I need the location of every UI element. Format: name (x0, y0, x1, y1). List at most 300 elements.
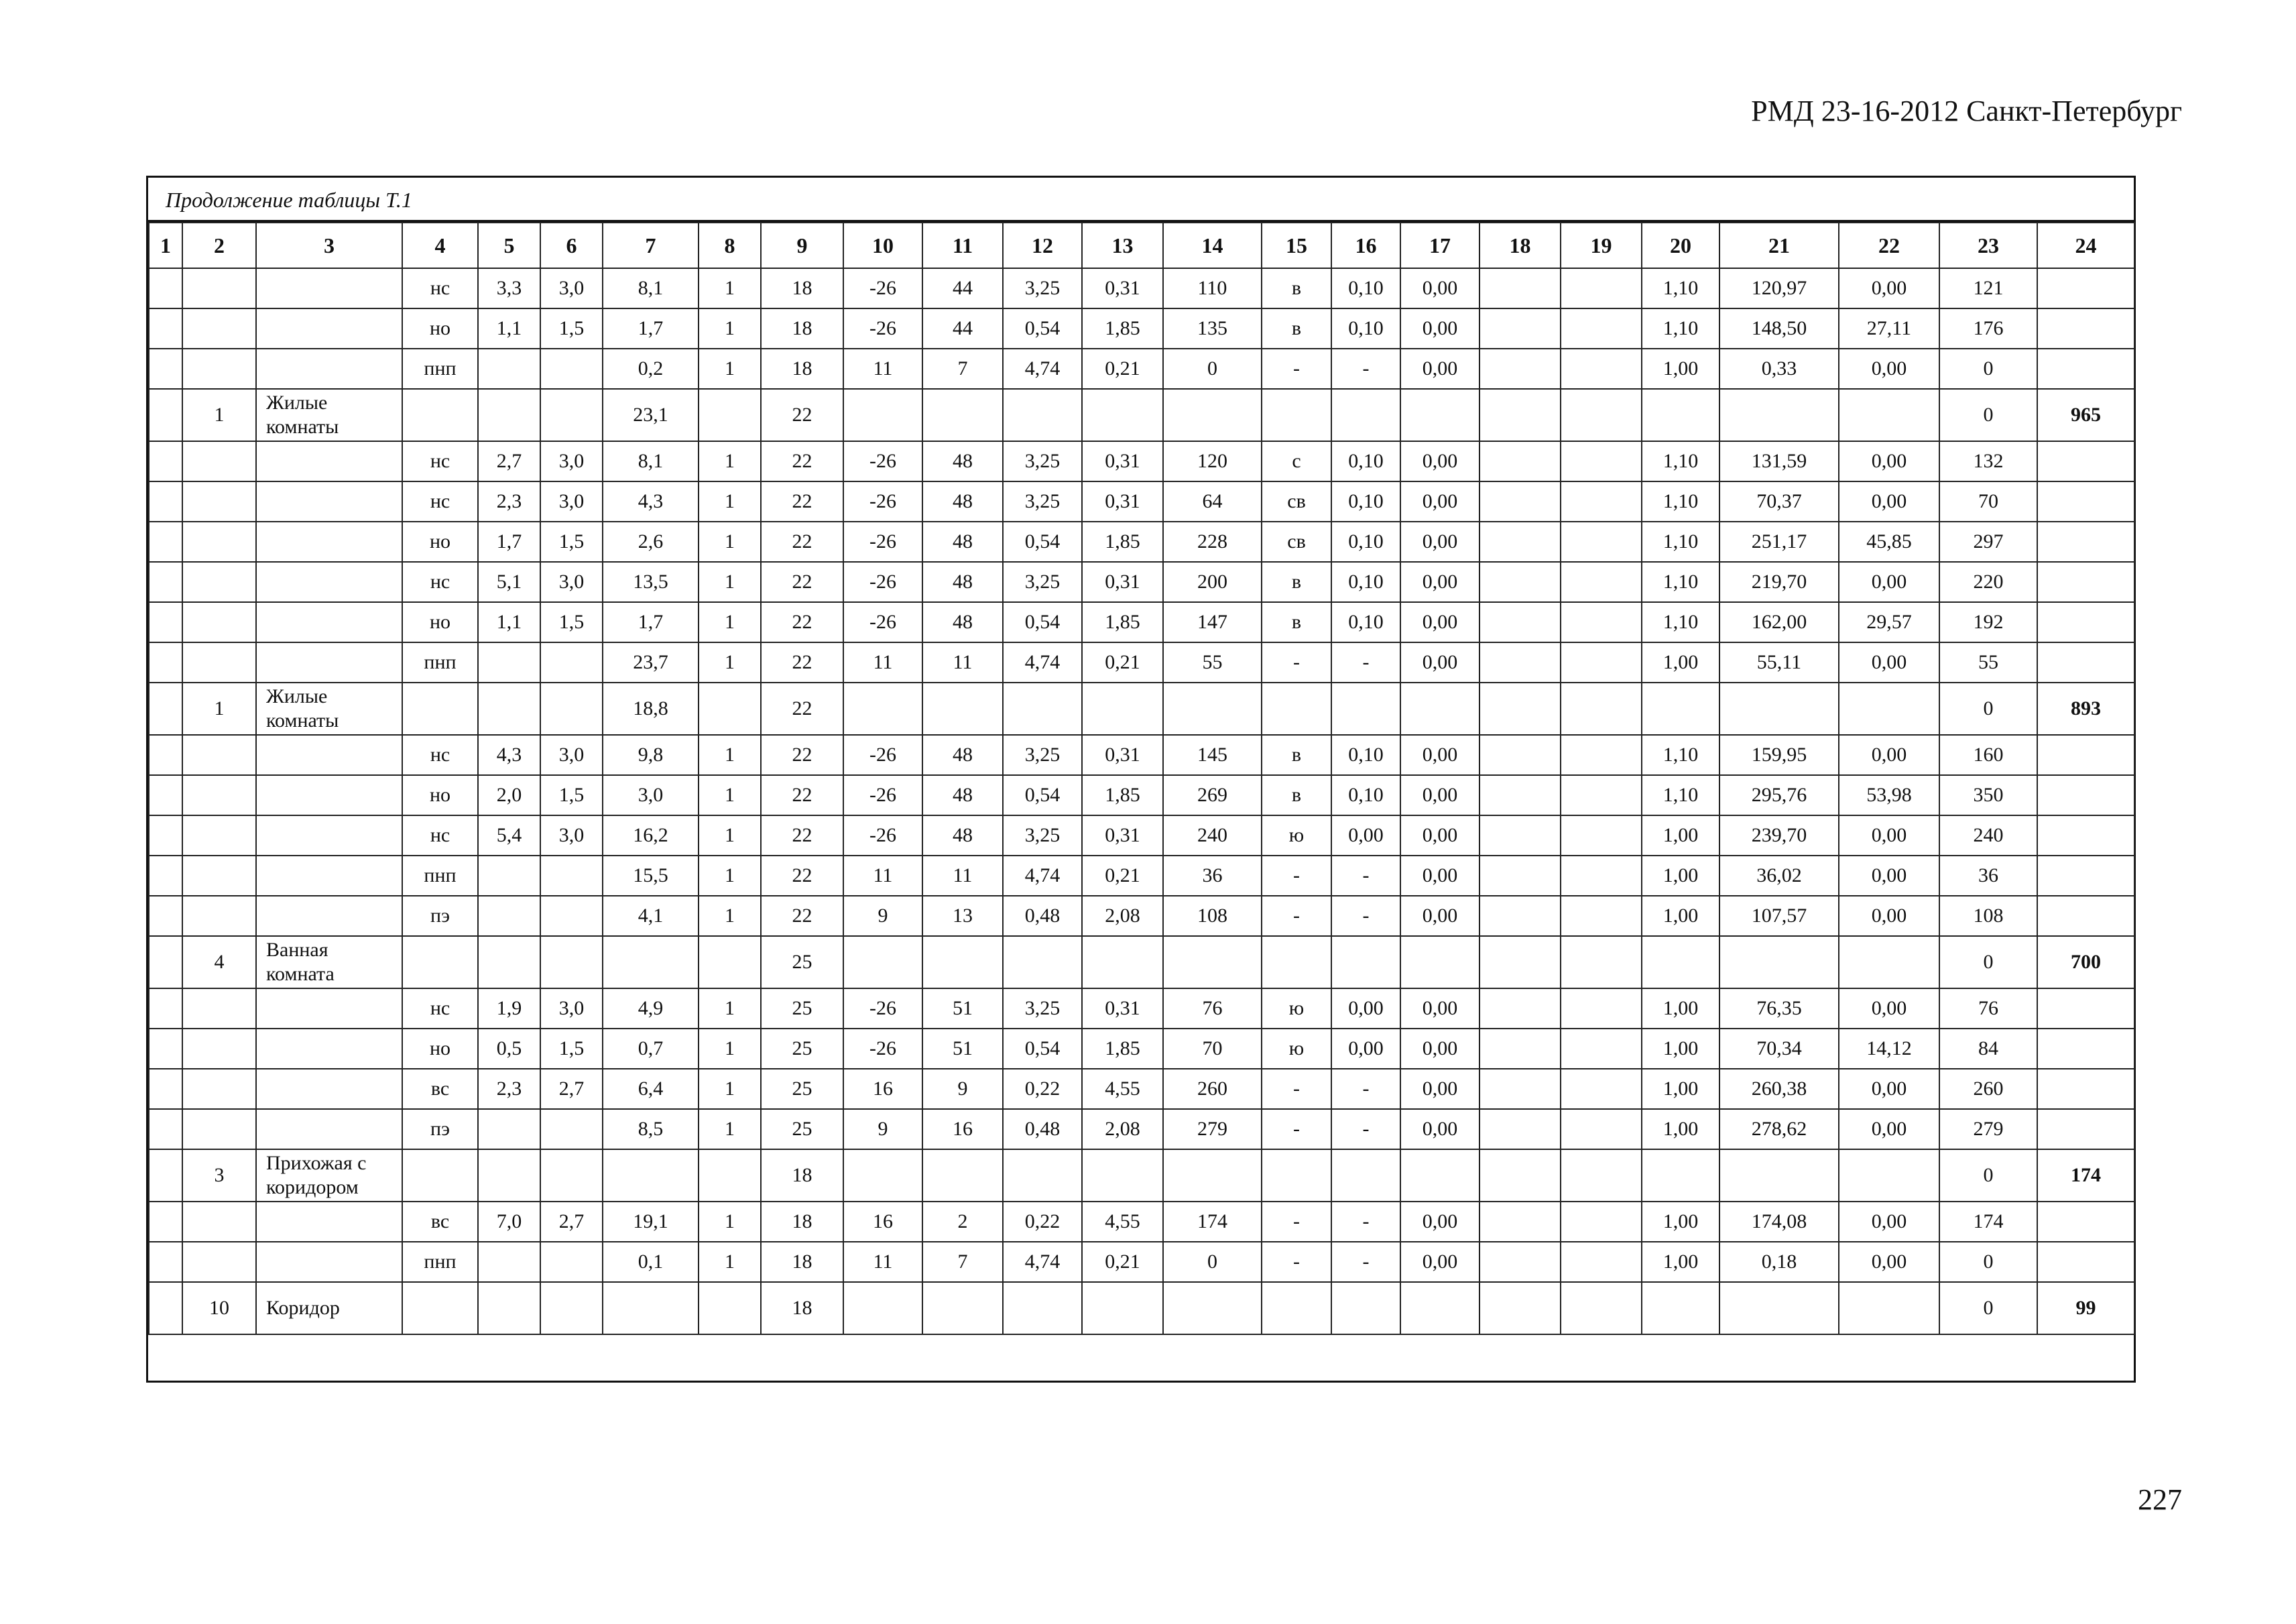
column-header-4: 4 (402, 223, 478, 268)
table-cell: 16 (843, 1202, 922, 1242)
table-cell: нс (402, 735, 478, 775)
table-cell: 1,10 (1642, 308, 1719, 349)
table-cell: но (402, 775, 478, 815)
table-cell: 4,1 (603, 896, 699, 936)
table-cell: 76 (1163, 988, 1262, 1029)
table-cell (1400, 936, 1479, 988)
table-cell: в (1262, 308, 1331, 349)
table-cell (1561, 349, 1642, 389)
table-caption: Продолжение таблицы Т.1 (148, 178, 2134, 222)
table-cell: 1,10 (1642, 735, 1719, 775)
table-cell (182, 308, 256, 349)
table-cell (1561, 1242, 1642, 1282)
table-cell (149, 1029, 182, 1069)
table-cell: 3,25 (1003, 441, 1082, 481)
table-cell: 147 (1163, 602, 1262, 642)
column-header-15: 15 (1262, 223, 1331, 268)
table-cell: Прихожая с коридором (256, 1149, 402, 1202)
table-cell (478, 1149, 540, 1202)
table-cell: 965 (2037, 389, 2134, 441)
table-cell: 0,31 (1082, 441, 1163, 481)
table-cell: 11 (922, 856, 1003, 896)
table-cell: 0,00 (1839, 268, 1939, 308)
table-cell: - (1331, 1109, 1400, 1149)
table-cell: 1,85 (1082, 1029, 1163, 1069)
table-cell: 18 (761, 349, 843, 389)
table-cell: 84 (1939, 1029, 2037, 1069)
table-cell: 0,31 (1082, 815, 1163, 856)
table-cell (540, 936, 603, 988)
table-cell (149, 1109, 182, 1149)
table-cell: 1,10 (1642, 481, 1719, 522)
table-cell: пэ (402, 1109, 478, 1149)
table-cell: 2 (922, 1202, 1003, 1242)
table-cell: 1,85 (1082, 602, 1163, 642)
table-cell (1479, 1242, 1561, 1282)
table-cell: 22 (761, 896, 843, 936)
table-cell: 48 (922, 522, 1003, 562)
table-cell (1479, 441, 1561, 481)
table-cell (540, 683, 603, 735)
table-cell: в (1262, 268, 1331, 308)
table-cell: 1 (699, 1109, 761, 1149)
table-cell (2037, 441, 2134, 481)
table-cell: 0,2 (603, 349, 699, 389)
table-row (149, 1242, 2134, 1282)
table-cell (182, 481, 256, 522)
table-cell (1479, 349, 1561, 389)
table-cell (2037, 856, 2134, 896)
table-cell (1719, 936, 1839, 988)
table-cell: 22 (761, 441, 843, 481)
table-cell: 0,00 (1400, 441, 1479, 481)
table-cell: 3,25 (1003, 481, 1082, 522)
table-cell (1331, 936, 1400, 988)
table-cell (182, 562, 256, 602)
table-cell (182, 775, 256, 815)
table-cell: 48 (922, 775, 1003, 815)
table-cell: 1,00 (1642, 1029, 1719, 1069)
table-cell (182, 1069, 256, 1109)
table-cell: пнп (402, 1242, 478, 1282)
table-cell: 18 (761, 1282, 843, 1334)
table-cell: 0,00 (1839, 856, 1939, 896)
table-cell: 2,08 (1082, 1109, 1163, 1149)
table-cell: 19,1 (603, 1202, 699, 1242)
table-cell (182, 896, 256, 936)
column-header-14: 14 (1163, 223, 1262, 268)
table-row (149, 1109, 2134, 1149)
table-cell: 7 (922, 1242, 1003, 1282)
room-row (149, 683, 2134, 735)
table-cell: 1 (699, 815, 761, 856)
table-cell: 0,00 (1400, 735, 1479, 775)
table-cell: 29,57 (1839, 602, 1939, 642)
table-cell: 1,5 (540, 775, 603, 815)
table-cell: 1,9 (478, 988, 540, 1029)
table-cell: 64 (1163, 481, 1262, 522)
table-cell: 2,08 (1082, 896, 1163, 936)
table-cell: 2,3 (478, 481, 540, 522)
table-cell (1561, 735, 1642, 775)
table-cell (149, 1202, 182, 1242)
table-cell: 297 (1939, 522, 2037, 562)
table-cell: 1 (699, 522, 761, 562)
table-cell (256, 522, 402, 562)
table-row (149, 735, 2134, 775)
table-cell (843, 1282, 922, 1334)
table-cell (1561, 1029, 1642, 1069)
table-cell: 70,37 (1719, 481, 1839, 522)
table-cell: 11 (922, 642, 1003, 683)
table-cell (1561, 936, 1642, 988)
table-cell (182, 602, 256, 642)
running-header: РМД 23-16-2012 Санкт-Петербург (1751, 95, 2182, 127)
table-cell: 5,4 (478, 815, 540, 856)
table-cell: 3,0 (540, 988, 603, 1029)
table-row (149, 896, 2134, 936)
table-cell (149, 562, 182, 602)
table-cell: 11 (843, 1242, 922, 1282)
table-cell: 0,22 (1003, 1069, 1082, 1109)
table-cell: 1,85 (1082, 775, 1163, 815)
table-cell: 0,00 (1839, 896, 1939, 936)
table-cell (182, 268, 256, 308)
table-cell (149, 815, 182, 856)
table-cell: 1 (699, 268, 761, 308)
table-cell: 1,00 (1642, 815, 1719, 856)
table-cell: - (1331, 856, 1400, 896)
table-cell: 0,18 (1719, 1242, 1839, 1282)
table-cell (1561, 642, 1642, 683)
table-cell: 1,5 (540, 308, 603, 349)
table-cell: 0,00 (1400, 522, 1479, 562)
table-cell: 36,02 (1719, 856, 1839, 896)
table-cell (2037, 896, 2134, 936)
table-cell: 1,10 (1642, 522, 1719, 562)
table-cell: - (1331, 1069, 1400, 1109)
table-cell: 1,7 (478, 522, 540, 562)
table-cell: 15,5 (603, 856, 699, 896)
table-cell: 70 (1939, 481, 2037, 522)
table-cell: 1 (699, 441, 761, 481)
table-cell: 278,62 (1719, 1109, 1839, 1149)
table-cell: 8,1 (603, 441, 699, 481)
table-cell: 0,10 (1331, 522, 1400, 562)
table-cell: 0,10 (1331, 308, 1400, 349)
table-cell (1642, 1282, 1719, 1334)
table-cell: 4,9 (603, 988, 699, 1029)
table-cell (182, 1029, 256, 1069)
table-cell: 1,7 (603, 602, 699, 642)
table-cell: 0,00 (1400, 1202, 1479, 1242)
table-cell: 48 (922, 735, 1003, 775)
table-cell (1479, 1149, 1561, 1202)
table-cell (1561, 683, 1642, 735)
table-cell (182, 522, 256, 562)
table-cell: нс (402, 815, 478, 856)
table-cell: 1 (699, 775, 761, 815)
column-header-17: 17 (1400, 223, 1479, 268)
table-cell: 0,00 (1400, 642, 1479, 683)
table-cell: 2,7 (478, 441, 540, 481)
table-cell: 1,1 (478, 308, 540, 349)
table-cell: 1,7 (603, 308, 699, 349)
table-cell (2037, 562, 2134, 602)
table-cell: 2,0 (478, 775, 540, 815)
table-cell: 0,31 (1082, 988, 1163, 1029)
table-cell: в (1262, 602, 1331, 642)
table-cell: 3,0 (540, 268, 603, 308)
table-cell (1561, 308, 1642, 349)
table-cell: 1,00 (1642, 988, 1719, 1029)
table-cell: 1,1 (478, 602, 540, 642)
table-cell (699, 683, 761, 735)
table-cell: 0 (1939, 1282, 2037, 1334)
table-cell (256, 775, 402, 815)
table-cell: - (1331, 642, 1400, 683)
table-cell: 4 (182, 936, 256, 988)
table-cell (182, 1109, 256, 1149)
table-cell (1479, 856, 1561, 896)
table-cell: 0,10 (1331, 735, 1400, 775)
table-cell: 0,00 (1400, 562, 1479, 602)
table-cell: 0,00 (1839, 1202, 1939, 1242)
table-cell: 0,54 (1003, 522, 1082, 562)
table-cell: -26 (843, 988, 922, 1029)
table-cell: 22 (761, 856, 843, 896)
table-cell: 0,00 (1400, 856, 1479, 896)
table-cell (540, 642, 603, 683)
table-cell: 1 (699, 735, 761, 775)
table-cell: нс (402, 268, 478, 308)
table-cell (922, 936, 1003, 988)
table-cell: 55 (1163, 642, 1262, 683)
table-cell: 13,5 (603, 562, 699, 602)
table-cell (256, 815, 402, 856)
table-cell (1479, 775, 1561, 815)
table-cell (2037, 349, 2134, 389)
table-cell: 0,00 (1839, 735, 1939, 775)
table-cell: 18 (761, 268, 843, 308)
table-cell (182, 1242, 256, 1282)
table-cell: 0,00 (1400, 268, 1479, 308)
table-cell (149, 642, 182, 683)
table-cell (1331, 389, 1400, 441)
table-cell: 159,95 (1719, 735, 1839, 775)
table-cell (182, 1202, 256, 1242)
table-cell: -26 (843, 735, 922, 775)
table-cell (2037, 775, 2134, 815)
table-row (149, 562, 2134, 602)
table-row (149, 522, 2134, 562)
table-cell: 18 (761, 1242, 843, 1282)
table-cell: 192 (1939, 602, 2037, 642)
table-cell: 3,25 (1003, 735, 1082, 775)
table-cell (1479, 735, 1561, 775)
table-cell (149, 1149, 182, 1202)
table-cell: 36 (1163, 856, 1262, 896)
table-cell (1479, 1109, 1561, 1149)
table-cell (149, 683, 182, 735)
table-cell (149, 308, 182, 349)
table-cell (256, 441, 402, 481)
table-cell (1082, 1282, 1163, 1334)
table-cell: 2,7 (540, 1069, 603, 1109)
table-cell: 1 (699, 349, 761, 389)
table-cell (2037, 308, 2134, 349)
table-cell: 0,31 (1082, 268, 1163, 308)
table-cell (699, 1282, 761, 1334)
table-cell: -26 (843, 1029, 922, 1069)
table-cell: 1 (699, 896, 761, 936)
table-cell: 251,17 (1719, 522, 1839, 562)
table-cell: 1 (182, 683, 256, 735)
table-cell (1163, 936, 1262, 988)
table-cell (1642, 936, 1719, 988)
table-cell: 44 (922, 268, 1003, 308)
table-cell (843, 389, 922, 441)
table-cell (1561, 481, 1642, 522)
table-cell: 22 (761, 389, 843, 441)
table-cell: 1,00 (1642, 856, 1719, 896)
table-cell: 1 (699, 562, 761, 602)
table-cell (1561, 896, 1642, 936)
table-cell: 0,00 (1331, 988, 1400, 1029)
table-cell: 135 (1163, 308, 1262, 349)
table-cell: 893 (2037, 683, 2134, 735)
table-cell: 3,25 (1003, 562, 1082, 602)
table-cell: 22 (761, 562, 843, 602)
table-cell: нс (402, 481, 478, 522)
table-cell: 107,57 (1719, 896, 1839, 936)
column-header-16: 16 (1331, 223, 1400, 268)
table-cell: 53,98 (1839, 775, 1939, 815)
table-row (149, 815, 2134, 856)
table-row (149, 441, 2134, 481)
table-cell (1561, 1282, 1642, 1334)
table-cell (1479, 308, 1561, 349)
table-cell: 0,21 (1082, 1242, 1163, 1282)
table-cell: вс (402, 1069, 478, 1109)
table-cell: 11 (843, 856, 922, 896)
table-cell (1561, 988, 1642, 1029)
table-cell (1479, 602, 1561, 642)
table-cell: 0,31 (1082, 481, 1163, 522)
table-cell: 1 (699, 1242, 761, 1282)
table-cell: 1,00 (1642, 1069, 1719, 1109)
table-cell (1262, 683, 1331, 735)
table-cell (1561, 815, 1642, 856)
table-cell: 132 (1939, 441, 2037, 481)
table-cell (699, 389, 761, 441)
table-cell (256, 1069, 402, 1109)
table-cell (540, 349, 603, 389)
table-cell: 4,74 (1003, 642, 1082, 683)
table-cell (1479, 522, 1561, 562)
table-cell: 10 (182, 1282, 256, 1334)
table-cell: 0 (1939, 683, 2037, 735)
table-cell (1163, 389, 1262, 441)
table-cell: Жилые комнаты (256, 389, 402, 441)
table-cell: - (1262, 349, 1331, 389)
table-cell: - (1262, 896, 1331, 936)
table-cell: 0,1 (603, 1242, 699, 1282)
table-cell (540, 1242, 603, 1282)
table-cell (1839, 1282, 1939, 1334)
table-cell: вс (402, 1202, 478, 1242)
table-cell (149, 775, 182, 815)
table-cell: ю (1262, 988, 1331, 1029)
table-cell: - (1331, 1202, 1400, 1242)
table-cell: - (1331, 1242, 1400, 1282)
table-cell: 0,00 (1839, 562, 1939, 602)
table-cell: 0,31 (1082, 562, 1163, 602)
table-cell (540, 1149, 603, 1202)
table-cell: 22 (761, 775, 843, 815)
column-header-22: 22 (1839, 223, 1939, 268)
table-cell: -26 (843, 602, 922, 642)
table-cell: 48 (922, 815, 1003, 856)
room-row (149, 1149, 2134, 1202)
table-cell (402, 389, 478, 441)
table-row (149, 349, 2134, 389)
table-cell (843, 1149, 922, 1202)
table-row (149, 856, 2134, 896)
table-cell: 23,7 (603, 642, 699, 683)
table-cell (1719, 1282, 1839, 1334)
table-cell (1003, 683, 1082, 735)
table-cell: 16 (922, 1109, 1003, 1149)
table-cell: -26 (843, 441, 922, 481)
table-cell: 279 (1163, 1109, 1262, 1149)
table-cell (149, 349, 182, 389)
table-cell: 0,10 (1331, 602, 1400, 642)
table-cell (1642, 1149, 1719, 1202)
table-cell: 4,3 (603, 481, 699, 522)
table-cell: Жилые комнаты (256, 683, 402, 735)
table-cell: 108 (1163, 896, 1262, 936)
table-cell (149, 1069, 182, 1109)
table-cell: 1 (699, 308, 761, 349)
table-cell (256, 856, 402, 896)
table-cell (1719, 389, 1839, 441)
table-cell: 0,00 (1400, 775, 1479, 815)
table-cell: 120 (1163, 441, 1262, 481)
table-cell (1262, 1282, 1331, 1334)
table-cell: 4,74 (1003, 349, 1082, 389)
table-cell: - (1262, 1069, 1331, 1109)
table-cell: 239,70 (1719, 815, 1839, 856)
table-cell (149, 1282, 182, 1334)
table-cell: 0,22 (1003, 1202, 1082, 1242)
table-cell (1331, 1149, 1400, 1202)
table-row (149, 1202, 2134, 1242)
table-cell: 269 (1163, 775, 1262, 815)
table-cell: 22 (761, 602, 843, 642)
table-cell: ю (1262, 815, 1331, 856)
table-cell (540, 896, 603, 936)
table-cell (1163, 683, 1262, 735)
column-header-24: 24 (2037, 223, 2134, 268)
table-cell (1561, 1202, 1642, 1242)
table-cell: 0,48 (1003, 896, 1082, 936)
table-cell: 131,59 (1719, 441, 1839, 481)
table-cell: 6,4 (603, 1069, 699, 1109)
table-cell: пнп (402, 856, 478, 896)
table-cell (149, 735, 182, 775)
table-cell: 25 (761, 988, 843, 1029)
